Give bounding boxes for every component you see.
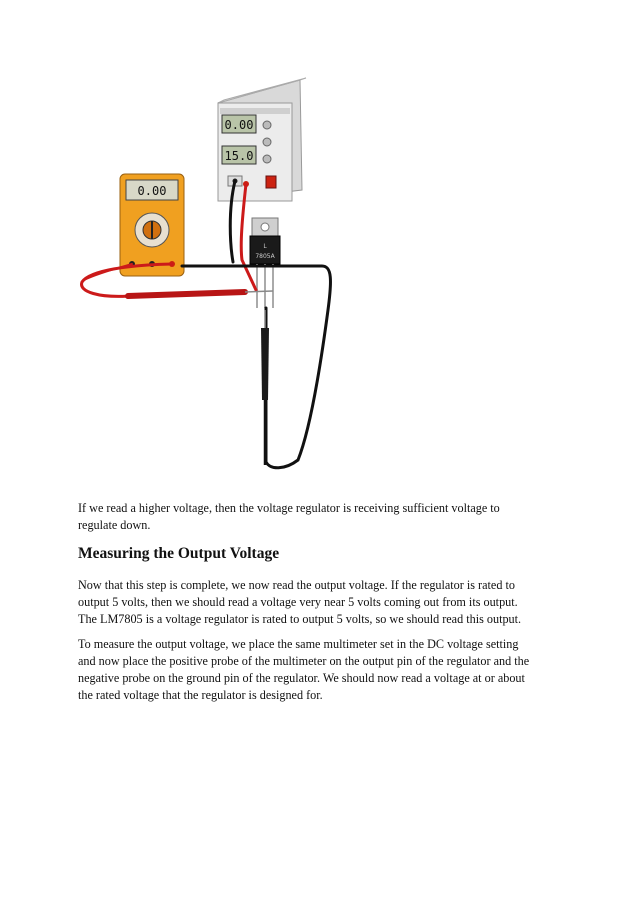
wires <box>82 181 331 468</box>
supply-knob-3 <box>263 155 271 163</box>
paragraph-line: The LM7805 is a voltage regulator is rated to output 5 volts, so we should read this output. <box>78 612 522 626</box>
supply-display-bottom: 15.0 <box>224 149 254 163</box>
paragraph-line: If we read a higher voltage, then the voltage regulator is receiving sufficient voltage to <box>78 501 500 515</box>
paragraph-measure-steps <box>78 636 558 704</box>
paragraph-line: To measure the output voltage, we place the same multimeter set in the DC voltage setting <box>78 637 519 651</box>
multimeter <box>120 174 184 276</box>
paragraph-line: Now that this step is complete, we now read the output voltage. If the regulator is rated to <box>78 578 515 592</box>
section-heading: Measuring the Output Voltage <box>78 545 280 562</box>
supply-knob-1 <box>263 121 271 129</box>
black-probe <box>261 328 269 400</box>
paragraph-output-intro <box>78 577 558 628</box>
paragraph-line: negative probe on the ground pin of the regulator. We should now read a voltage at or about <box>78 671 525 685</box>
supply-display-top: 0.00 <box>224 118 254 132</box>
supply-knob-2 <box>263 138 271 146</box>
paragraph-line: the rated voltage that the regulator is designed for. <box>78 688 323 702</box>
probes <box>128 291 273 465</box>
paragraph-line: and now place the positive probe of the multimeter on the output pin of the regulator and the <box>78 654 530 668</box>
circuit-illustration <box>70 70 360 475</box>
red-probe <box>128 292 245 296</box>
regulator-label-2: 7805A <box>255 253 275 260</box>
power-switch <box>266 176 276 188</box>
meter-display: 0.00 <box>137 184 167 198</box>
voltage-regulator <box>250 218 280 308</box>
paragraph-line: regulate down. <box>78 518 151 532</box>
regulator-label-1: L <box>263 243 267 250</box>
paragraph-line: output 5 volts, then we should read a voltage very near 5 volts coming out from its output. <box>78 595 518 609</box>
paragraph-higher-voltage <box>78 500 558 534</box>
circuit-figure <box>70 70 360 475</box>
power-supply <box>218 78 306 201</box>
